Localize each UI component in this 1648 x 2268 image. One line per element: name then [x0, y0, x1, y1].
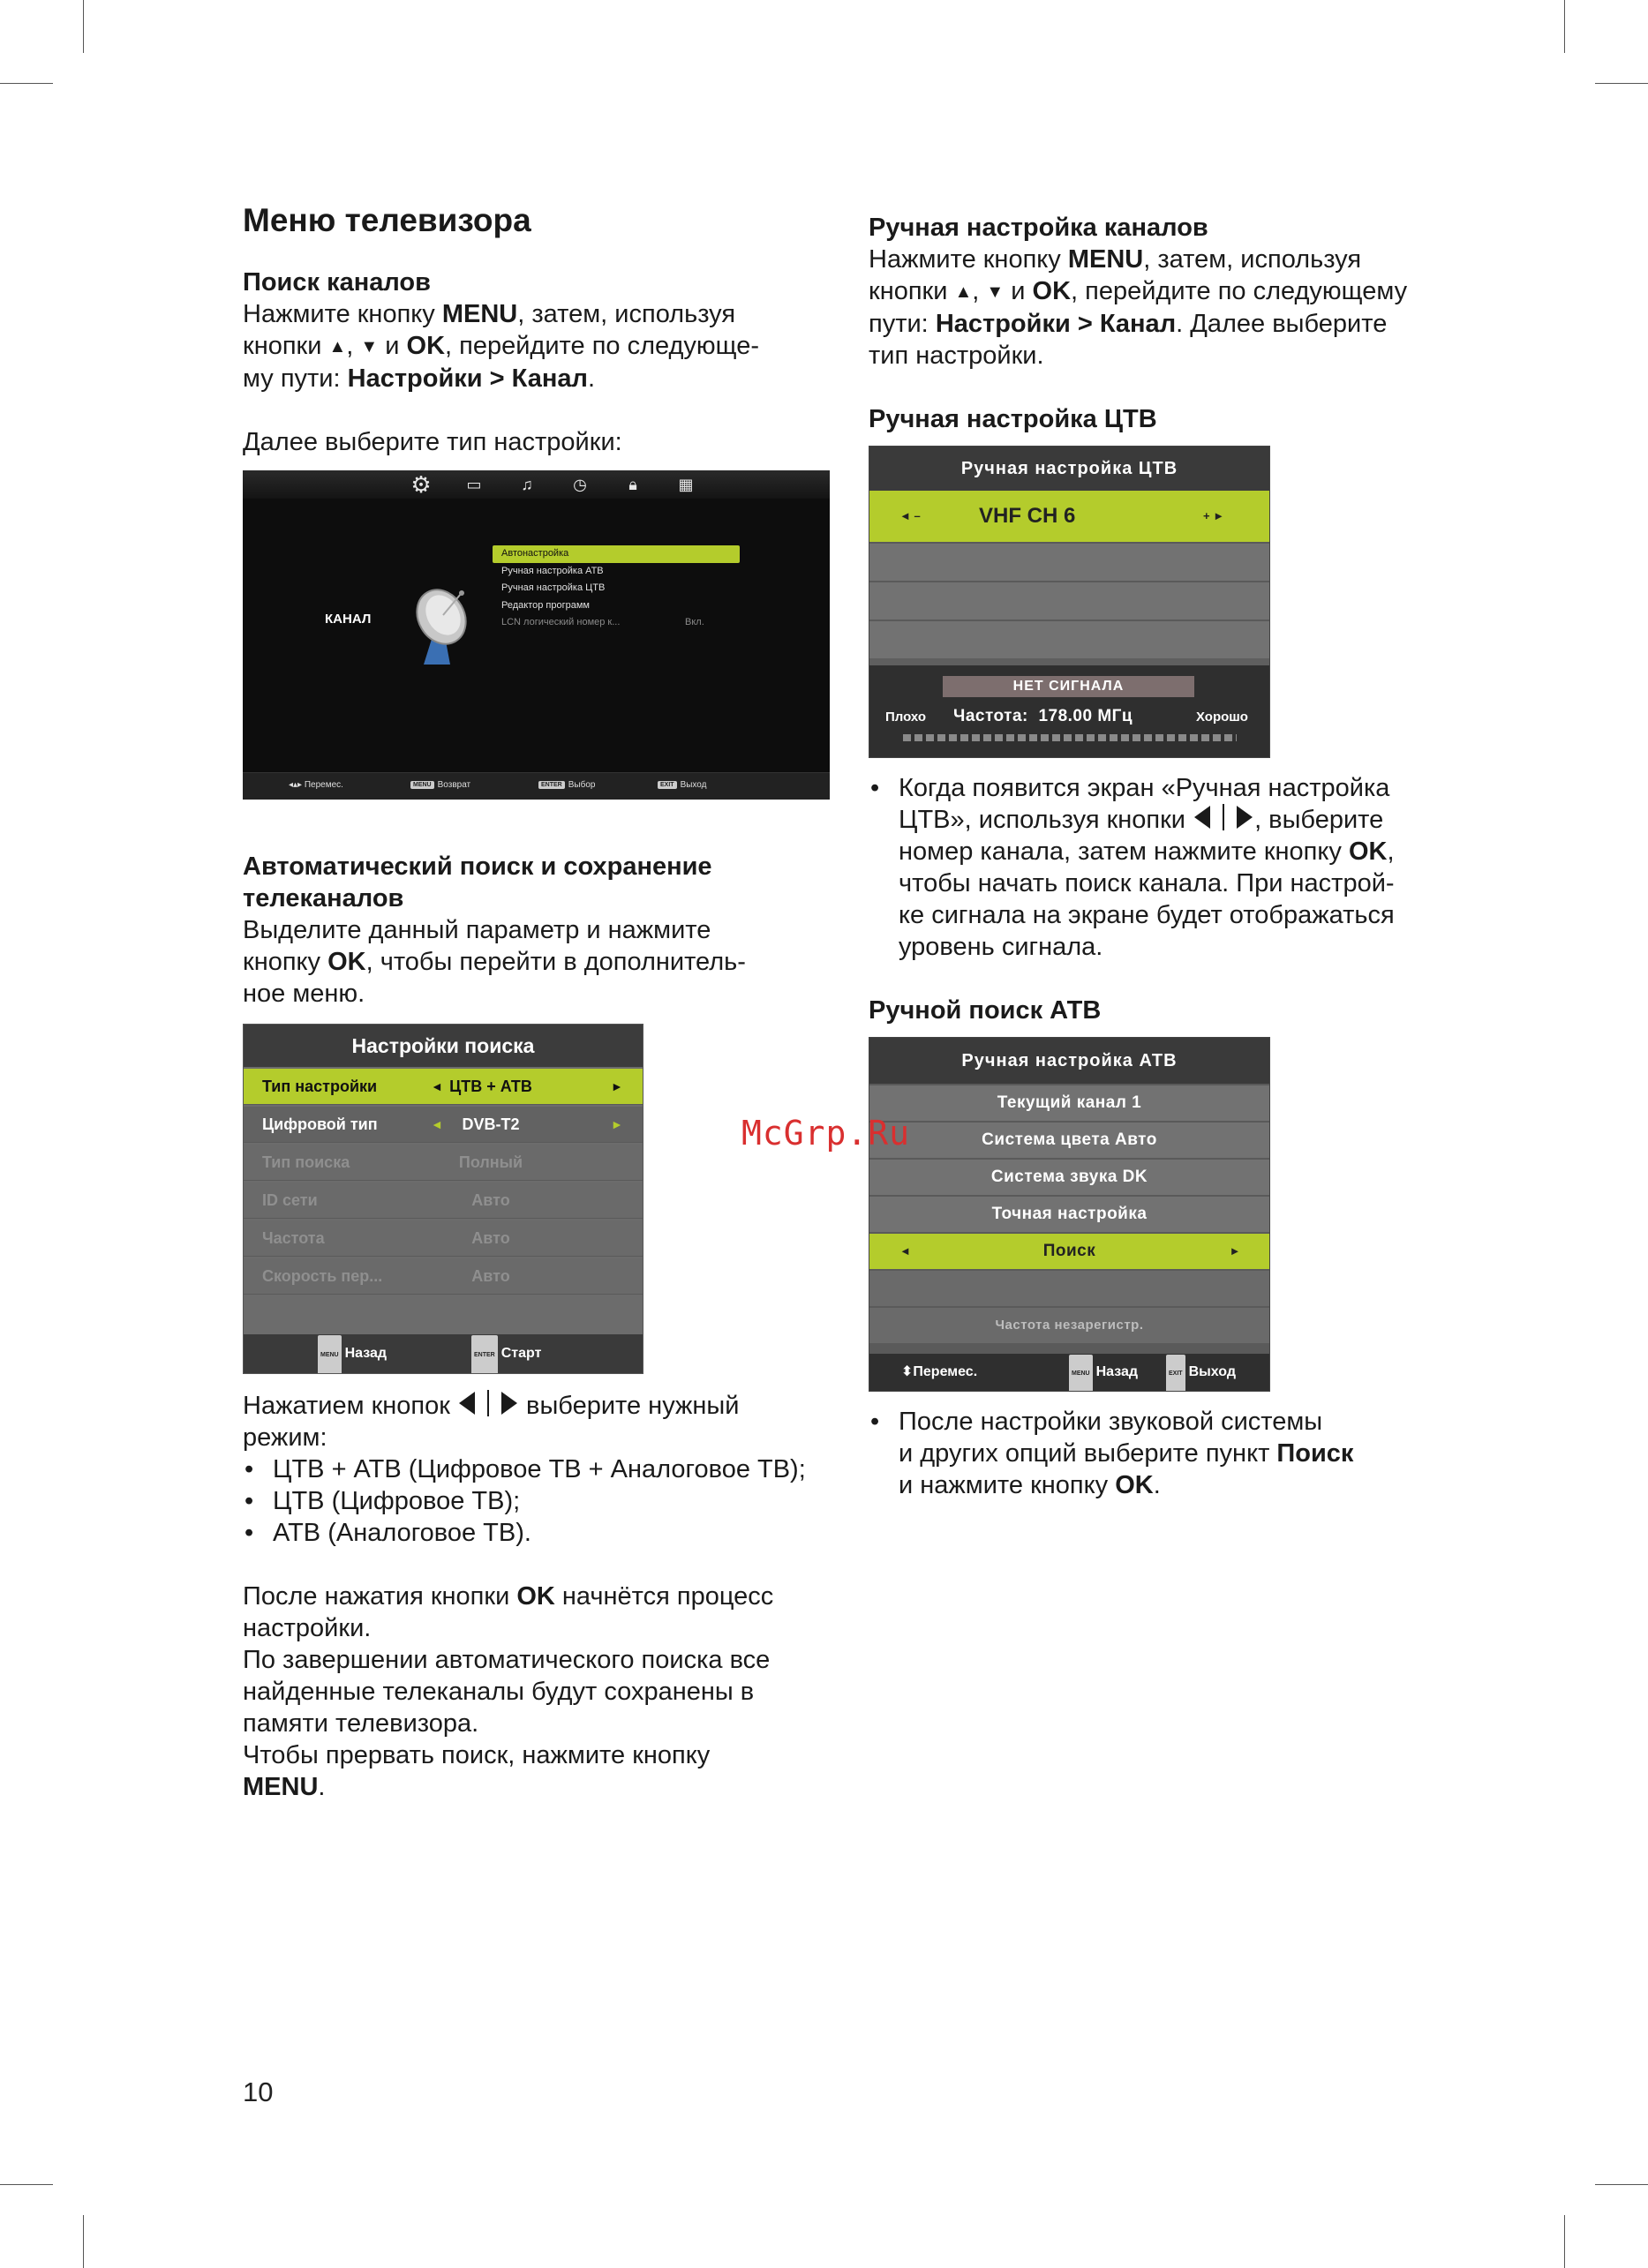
atv-manual-screenshot [869, 1037, 1270, 1392]
grid-icon: ▦ [678, 476, 694, 494]
left-arrow-icon: ◄ [431, 1117, 443, 1132]
search-settings-hint-bar [244, 1334, 643, 1373]
list-item: • ЦТВ (Цифровое ТВ); [243, 1485, 834, 1517]
auto-search-heading-line2: телеканалов [243, 884, 404, 913]
atv-manual-heading: Ручной поиск АТВ [869, 996, 1102, 1025]
crop-mark [0, 83, 53, 84]
atv-hint-bar [869, 1354, 1269, 1391]
picture-icon: ▭ [466, 476, 482, 494]
empty-row [869, 620, 1269, 658]
signal-level-meter [903, 734, 1237, 741]
crop-mark [1564, 2215, 1565, 2268]
right-arrow-icon: ► [1229, 1244, 1241, 1258]
dtv-manual-heading: Ручная настройка ЦТВ [869, 405, 1157, 433]
no-signal-badge: НЕТ СИГНАЛА [943, 676, 1194, 697]
page-number: 10 [243, 2076, 274, 2107]
setting-search-type: Тип поиска Полный [244, 1145, 643, 1181]
paragraph: Далее выберите тип настройки: [243, 428, 622, 457]
auto-search-heading: Автоматический поиск и сохранение [243, 852, 712, 882]
empty-row [869, 542, 1269, 581]
paragraph: найденные телеканалы будут сохранены в [243, 1678, 755, 1707]
channel-selector[interactable]: ◄ – VHF CH 6 + ► [869, 491, 1269, 542]
tv-channel-menu-screenshot [243, 470, 830, 800]
signal-bad-label: Плохо [885, 710, 927, 725]
hint-back: MENU Назад [318, 1334, 387, 1374]
paragraph: памяти телевизора. [243, 1709, 479, 1739]
paragraph: кнопки ▲, ▼ и OK, перейдите по следующему [869, 277, 1408, 305]
up-arrow-icon: ▲ [954, 282, 973, 302]
hint-back: MENU Возврат [410, 780, 470, 790]
paragraph: Нажатием кнопок выберите нужный [243, 1392, 740, 1421]
empty-row [869, 581, 1269, 620]
manual-tuning-heading: Ручная настройка каналов [869, 214, 1208, 242]
hint-select: ENTER Выбор [538, 780, 595, 790]
search-settings-screenshot [243, 1024, 643, 1374]
list-item: • После настройки звуковой системы и других опций выберите пункт Поиск и нажмите кнопку OK. [869, 1406, 1469, 1501]
watermark: McGrp.Ru [741, 1114, 911, 1153]
paragraph: После нажатия кнопки OK начнётся процесс [243, 1582, 774, 1611]
atv-color-system[interactable]: Система цвета Авто [869, 1123, 1269, 1158]
crop-mark [1564, 0, 1565, 53]
crop-mark [1595, 2184, 1648, 2185]
down-arrow-icon: ▼ [360, 337, 379, 357]
setting-symbol-rate: Скорость пер... Авто [244, 1258, 643, 1295]
crop-mark [83, 0, 84, 53]
menu-item-auto-tuning[interactable]: Автонастройка [493, 545, 740, 563]
paragraph: му пути: Настройки > Канал. [243, 364, 595, 394]
page-title: Меню телевизора [243, 202, 531, 238]
right-column [869, 212, 1469, 1501]
search-settings-title: Настройки поиска [244, 1025, 643, 1067]
menu-item-dtv-manual[interactable]: Ручная настройка ЦТВ [501, 582, 606, 594]
empty-row [869, 1271, 1269, 1306]
atv-manual-title: Ручная настройка АТВ [869, 1038, 1269, 1084]
mode-list [243, 1453, 834, 1549]
lock-icon: 🔒︎ [628, 476, 637, 494]
setting-network-id: ID сети Авто [244, 1183, 643, 1219]
atv-current-channel[interactable]: Текущий канал 1 [869, 1085, 1269, 1121]
up-arrow-icon: ▲ [328, 337, 347, 357]
up-down-arrows-icon: ⬍ [901, 1364, 914, 1379]
left-right-buttons-icon [1193, 804, 1254, 830]
setting-frequency: Частота Авто [244, 1220, 643, 1257]
paragraph: пути: Настройки > Канал. Далее выберите [869, 310, 1388, 338]
list-item: • Когда появится экран «Ручная настройка ЦТВ», используя кнопки , выберите номер канала, затем нажмите кнопку OK, чтобы начать поиск канала. При настрой- ке сигнала на экране будет отображаться уровень сигнала. [869, 772, 1469, 963]
paragraph: ное меню. [243, 980, 365, 1009]
crop-mark [1595, 83, 1648, 84]
menu-item-program-edit[interactable]: Редактор программ [501, 599, 590, 611]
hint-exit: EXIT Выход [658, 780, 706, 790]
move-arrows-icon: ◂▴▸ [289, 780, 303, 791]
paragraph: кнопку OK, чтобы перейти в дополнитель- [243, 948, 746, 977]
crop-mark [0, 2184, 53, 2185]
dtv-manual-title: Ручная настройка ЦТВ [869, 447, 1269, 491]
tv-channel-menu [493, 545, 740, 632]
right-arrow-icon: ► [611, 1079, 623, 1094]
hint-move: ⬍Перемес. [901, 1364, 978, 1379]
signal-panel [869, 665, 1269, 757]
channel-plus-icon: + ► [1203, 509, 1225, 522]
paragraph: По завершении автоматического поиска все [243, 1646, 771, 1675]
paragraph: кнопки ▲, ▼ и OK, перейдите по следующе- [243, 332, 759, 361]
satellite-dish-icon [406, 583, 477, 667]
clock-icon: ◷ [573, 476, 587, 494]
right-arrow-icon: ► [611, 1117, 623, 1132]
category-label: КАНАЛ [325, 612, 372, 627]
paragraph: Чтобы прервать поиск, нажмите кнопку [243, 1741, 711, 1770]
paragraph: Выделите данный параметр и нажмите [243, 916, 711, 945]
channel-search-heading: Поиск каналов [243, 268, 431, 297]
dtv-instructions [869, 772, 1469, 963]
menu-item-atv-manual[interactable]: Ручная настройка АТВ [501, 565, 604, 576]
setting-tune-type[interactable]: Тип настройки ◄ ЦТВ + АТВ ► [244, 1069, 643, 1105]
tv-hint-bar [243, 772, 830, 800]
left-arrow-icon: ◄ [899, 1244, 912, 1258]
gear-icon: ⚙ [410, 471, 432, 499]
music-note-icon: ♫ [521, 476, 533, 494]
setting-digital-type[interactable]: Цифровой тип ◄ DVB-T2 ► [244, 1107, 643, 1143]
menu-item-lcn[interactable]: LCN логический номер к... Вкл. [501, 617, 704, 628]
paragraph: Нажмите кнопку MENU, затем, используя [869, 245, 1362, 274]
atv-search[interactable]: ◄ Поиск ► [869, 1234, 1269, 1269]
atv-instructions [869, 1406, 1469, 1501]
paragraph: режим: [243, 1423, 327, 1453]
dtv-manual-screenshot [869, 446, 1270, 758]
channel-minus-icon: ◄ – [899, 509, 921, 522]
left-column [243, 201, 834, 1803]
paragraph: настройки. [243, 1614, 372, 1643]
hint-exit: EXIT Выход [1166, 1354, 1236, 1392]
hint-start: ENTER Старт [471, 1334, 541, 1374]
paragraph: тип настройки. [869, 342, 1044, 370]
down-arrow-icon: ▼ [986, 282, 1005, 302]
hint-back: MENU Назад [1069, 1354, 1138, 1392]
paragraph: Нажмите кнопку MENU, затем, используя [243, 300, 736, 329]
list-item: • ЦТВ + АТВ (Цифровое ТВ + Аналоговое ТВ); [243, 1453, 834, 1485]
list-item: • АТВ (Аналоговое ТВ). [243, 1517, 834, 1549]
signal-good-label: Хорошо [1196, 710, 1248, 725]
atv-sound-system[interactable]: Система звука DK [869, 1160, 1269, 1195]
left-right-buttons-icon [457, 1390, 519, 1416]
frequency-readout: Частота: 178.00 МГц [953, 707, 1133, 725]
crop-mark [83, 2215, 84, 2268]
left-arrow-icon: ◄ [431, 1079, 443, 1094]
frequency-note: Частота незарегистр. [869, 1308, 1269, 1343]
paragraph: MENU. [243, 1773, 326, 1802]
tv-menu-tabs [243, 470, 830, 499]
hint-move: ◂▴▸ Перемес. [289, 780, 343, 791]
atv-fine-tune[interactable]: Точная настройка [869, 1197, 1269, 1232]
